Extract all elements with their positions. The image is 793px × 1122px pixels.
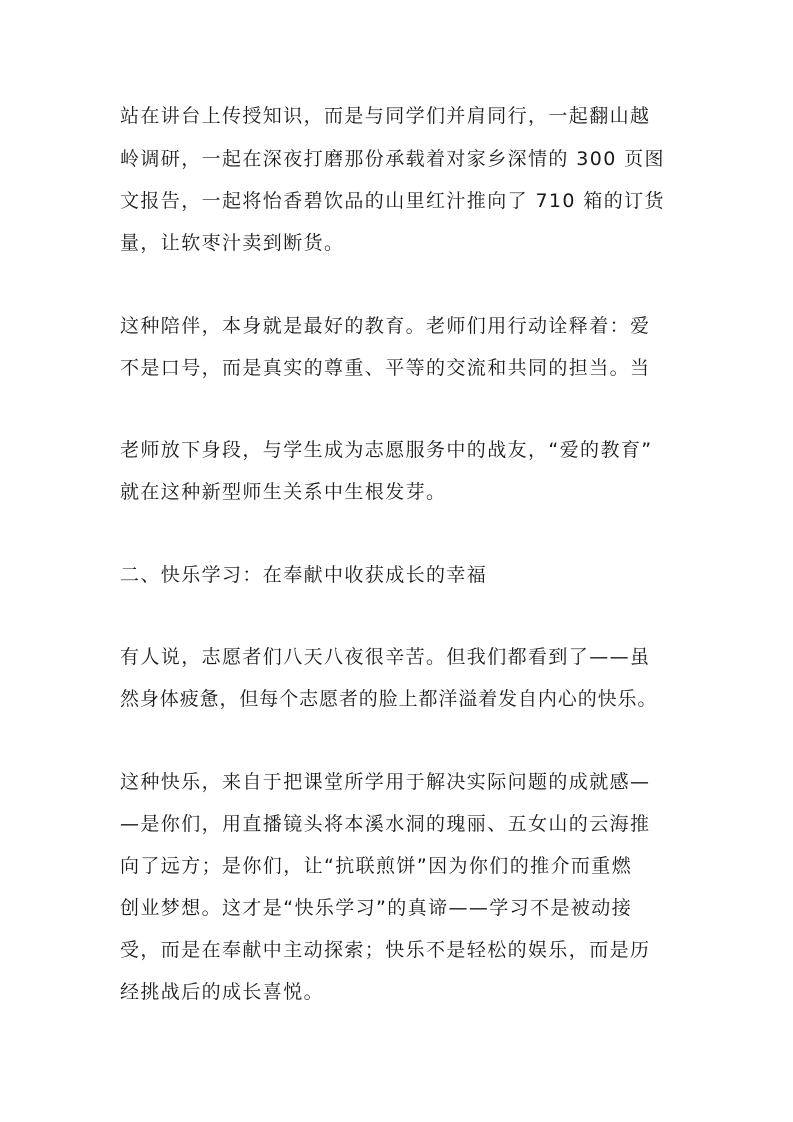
paragraph-1-line-1: 站在讲台上传授知识，而是与同学们并肩同行，一起翻山越 [120, 105, 651, 127]
paragraph-6-line-2: —是你们，用直播镜头将本溪水洞的瑰丽、五女山的云海推 [120, 813, 651, 835]
paragraph-6-line-6: 经挑战后的成长喜悦。 [120, 981, 325, 1003]
section-heading: 二、快乐学习：在奉献中收获成长的幸福 [120, 564, 488, 586]
paragraph-2-line-1: 这种陪伴，本身就是最好的教育。老师们用行动诠释着：爱 [120, 315, 651, 337]
paragraph-5-line-1: 有人说，志愿者们八天八夜很辛苦。但我们都看到了——虽 [120, 646, 651, 668]
paragraph-5-line-2: 然身体疲惫，但每个志愿者的脸上都洋溢着发自内心的快乐。 [120, 688, 658, 710]
paragraph-2-line-2: 不是口号，而是真实的尊重、平等的交流和共同的担当。当 [120, 357, 651, 379]
paragraph-1-line-2: 岭调研，一起在深夜打磨那份承载着对家乡深情的 300 页图 [120, 148, 665, 170]
paragraph-3-line-1: 老师放下身段，与学生成为志愿服务中的战友，“爱的教育” [120, 439, 653, 461]
paragraph-1-line-4: 量，让软枣汁卖到断货。 [120, 232, 345, 254]
paragraph-6-line-4: 创业梦想。这才是“快乐学习”的真谛——学习不是被动接 [120, 897, 633, 919]
paragraph-6-line-1: 这种快乐，来自于把课堂所学用于解决实际问题的成就感— [120, 771, 651, 793]
paragraph-6-line-3: 向了远方；是你们，让“抗联煎饼”因为你们的推介而重燃 [120, 855, 633, 877]
paragraph-3-line-2: 就在这种新型师生关系中生根发芽。 [120, 481, 447, 503]
paragraph-1-line-3: 文报告，一起将怡香碧饮品的山里红汁推向了 710 箱的订货 [120, 190, 665, 212]
paragraph-6-line-5: 受，而是在奉献中主动探索；快乐不是轻松的娱乐，而是历 [120, 939, 651, 961]
